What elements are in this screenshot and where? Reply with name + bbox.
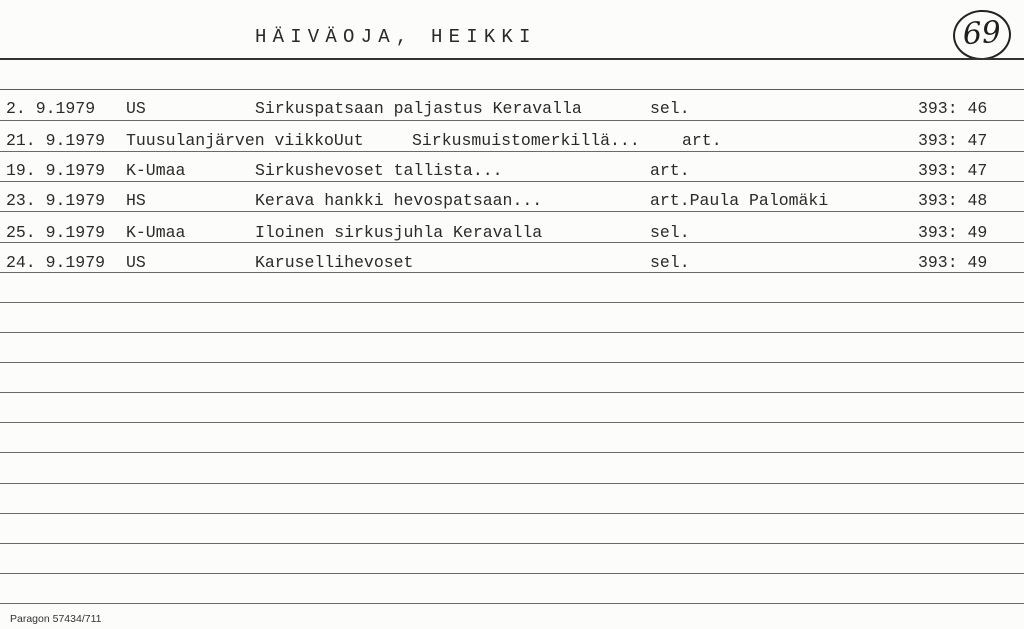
entry-type: art. — [650, 161, 690, 180]
entry-type: art. — [682, 131, 722, 150]
entry-ref: 393: 46 — [918, 99, 988, 118]
row-line — [0, 151, 1024, 152]
row-line — [0, 211, 1024, 212]
row-line — [0, 573, 1024, 574]
entry-type: sel. — [650, 253, 690, 272]
row-line — [0, 242, 1024, 243]
entry-ref: 393: 49 — [918, 253, 988, 272]
entry-ref: 393: 49 — [918, 223, 988, 242]
entry-row — [0, 98, 1024, 122]
entry-paper: K-Umaa — [126, 161, 186, 180]
entry-date: 24. 9.1979 — [6, 253, 106, 272]
entry-paper: Tuusulanjärven viikkoUut — [126, 131, 364, 150]
entry-type: sel. — [650, 223, 690, 242]
entry-paper: US — [126, 99, 146, 118]
header-rule — [0, 58, 1024, 60]
entry-headline: Sirkusmuistomerkillä... — [412, 131, 640, 150]
entry-type: sel. — [650, 99, 690, 118]
entry-headline: Sirkuspatsaan paljastus Keravalla — [255, 99, 582, 118]
entry-ref: 393: 47 — [918, 161, 988, 180]
row-line — [0, 452, 1024, 453]
header-subrule — [0, 89, 1024, 90]
entry-paper: US — [126, 253, 146, 272]
row-line — [0, 392, 1024, 393]
row-line — [0, 272, 1024, 273]
card-footer-print: Paragon 57434/711 — [10, 613, 102, 625]
entry-paper: HS — [126, 191, 146, 210]
row-line — [0, 181, 1024, 182]
entry-date: 21. 9.1979 — [6, 131, 106, 150]
row-line — [0, 302, 1024, 303]
row-line — [0, 422, 1024, 423]
entry-paper: K-Umaa — [126, 223, 186, 242]
entry-date: 25. 9.1979 — [6, 223, 106, 242]
row-line — [0, 120, 1024, 121]
entry-headline: Iloinen sirkusjuhla Keravalla — [255, 223, 543, 242]
row-line — [0, 332, 1024, 333]
entry-headline: Kerava hankki hevospatsaan... — [255, 191, 543, 210]
entry-headline: Karusellihevoset — [255, 253, 414, 272]
row-line — [0, 362, 1024, 363]
row-line — [0, 513, 1024, 514]
row-line — [0, 483, 1024, 484]
entry-date: 2. 9.1979 — [6, 99, 96, 118]
row-line — [0, 603, 1024, 604]
entry-headline: Sirkushevoset tallista... — [255, 161, 503, 180]
page-number-circled: 69 — [951, 8, 1012, 62]
entry-date: 19. 9.1979 — [6, 161, 106, 180]
entry-type: art.Paula Palomäki — [650, 191, 829, 210]
entry-ref: 393: 48 — [918, 191, 988, 210]
entry-date: 23. 9.1979 — [6, 191, 106, 210]
card-title: HÄIVÄOJA, HEIKKI — [255, 26, 537, 48]
entry-ref: 393: 47 — [918, 131, 988, 150]
row-line — [0, 543, 1024, 544]
